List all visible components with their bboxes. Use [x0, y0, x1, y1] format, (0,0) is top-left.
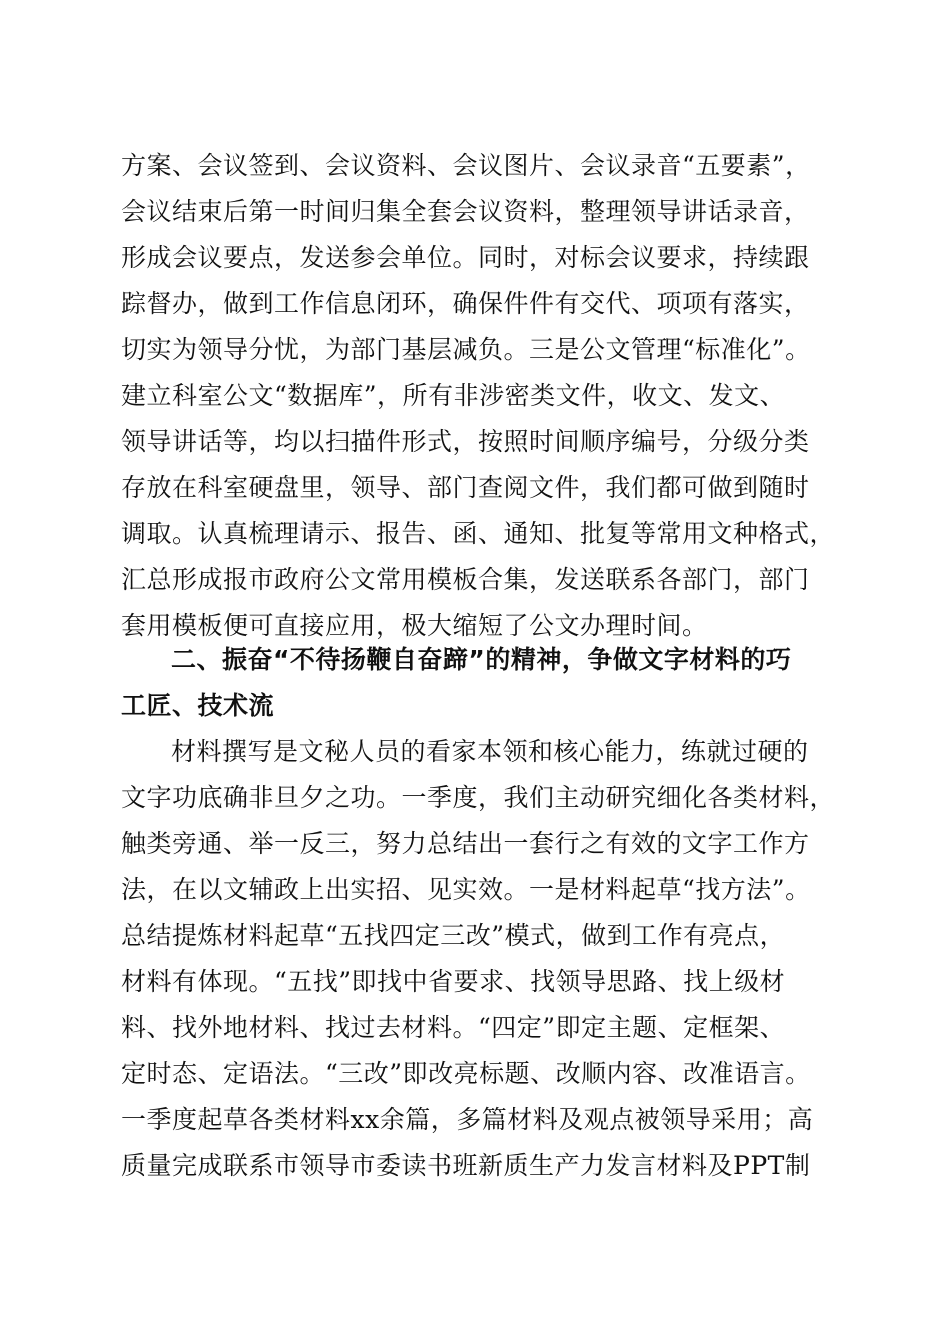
body-text-line: 法，在以文辅政上出实招、见实效。一是材料起草“找方法”。	[121, 875, 811, 904]
body-text-line: 料、找外地材料、找过去材料。“四定”即定主题、定框架、	[121, 1013, 786, 1042]
body-text-line: 一季度起草各类材料xx余篇，多篇材料及观点被领导采用；高	[121, 1105, 814, 1134]
body-text-line: 文字功底确非旦夕之功。一季度，我们主动研究细化各类材料，	[121, 783, 836, 812]
body-text-line: 切实为领导分忧，为部门基层减负。三是公文管理“标准化”。	[121, 335, 811, 364]
body-text-line: 会议结束后第一时间归集全套会议资料，整理领导讲话录音，	[121, 197, 810, 226]
body-text-line: 材料撰写是文秘人员的看家本领和核心能力，练就过硬的	[171, 737, 809, 766]
body-text-line: 存放在科室硬盘里，领导、部门查阅文件，我们都可做到随时	[121, 473, 810, 502]
body-text-line: 领导讲话等，均以扫描件形式，按照时间顺序编号，分级分类	[121, 427, 810, 456]
body-text-line: 套用模板便可直接应用，极大缩短了公文办理时间。	[121, 611, 708, 640]
body-text-line: 形成会议要点，发送参会单位。同时，对标会议要求，持续跟	[121, 243, 810, 272]
body-text-line: 踪督办，做到工作信息闭环，确保件件有交代、项项有落实，	[121, 289, 810, 318]
body-text-line: 方案、会议签到、会议资料、会议图片、会议录音“五要素”，	[121, 151, 811, 180]
body-text-line: 定时态、定语法。“三改”即改亮标题、改顺内容、改准语言。	[121, 1059, 811, 1088]
section-heading-line: 工匠、技术流	[121, 691, 275, 720]
body-text-line: 材料有体现。“五找”即找中省要求、找领导思路、找上级材	[121, 967, 786, 996]
body-text-line: 触类旁通、举一反三，努力总结出一套行之有效的文字工作方	[121, 829, 810, 858]
body-text-line: 总结提炼材料起草“五找四定三改”模式，做到工作有亮点，	[121, 921, 786, 950]
body-text-line: 汇总形成报市政府公文常用模板合集，发送联系各部门，部门	[121, 565, 810, 594]
body-text-line: 建立科室公文“数据库”，所有非涉密类文件，收文、发文、	[121, 381, 786, 410]
body-text-line: 质量完成联系市领导市委读书班新质生产力发言材料及PPT制	[121, 1151, 811, 1180]
section-heading-line: 二、振奋“不待扬鞭自奋蹄”的精神，争做文字材料的巧	[171, 645, 792, 674]
body-text-line: 调取。认真梳理请示、报告、函、通知、批复等常用文种格式，	[121, 519, 836, 548]
